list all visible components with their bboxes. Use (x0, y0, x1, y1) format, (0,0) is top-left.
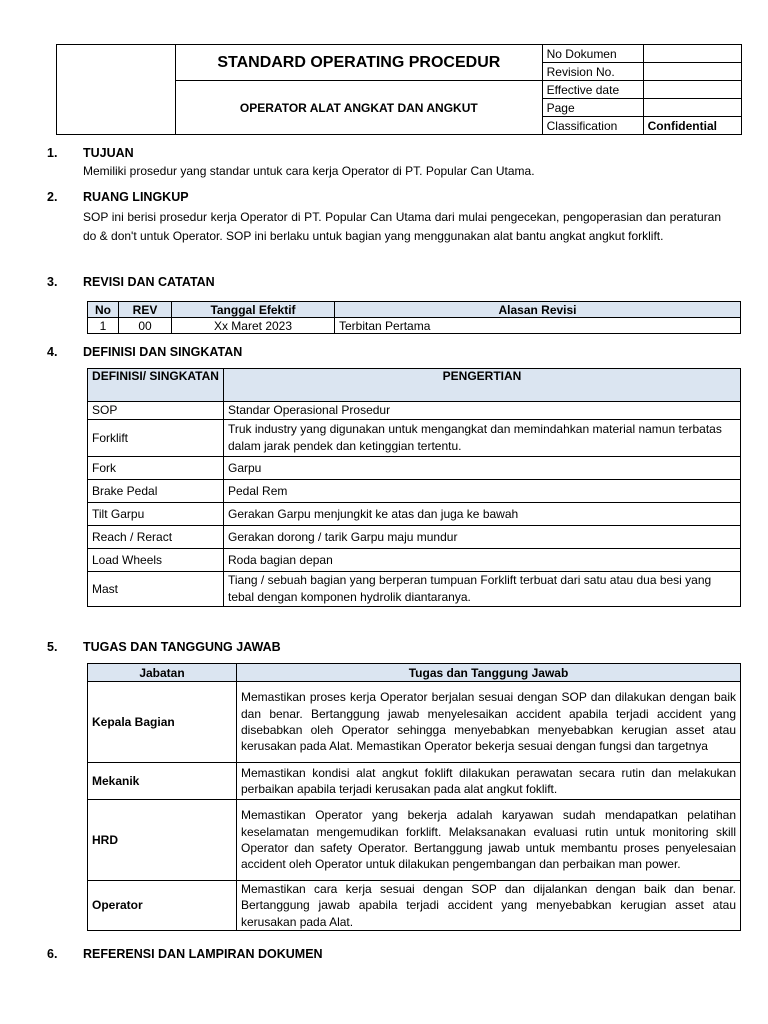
duty-cell: Memastikan kondisi alat angkut foklift dilakukan perawatan secara rutin dan melakukan perbaikan apabila terjadi kerusakan pada alat angkut foklift. (237, 763, 741, 800)
definition-cell: Garpu (224, 457, 741, 480)
column-header: Alasan Revisi (335, 302, 741, 318)
table-header-row (88, 302, 741, 318)
table-row (88, 881, 741, 931)
logo-placeholder (57, 45, 176, 135)
definition-cell: Gerakan dorong / tarik Garpu maju mundur (224, 526, 741, 549)
role-cell: HRD (88, 800, 237, 881)
definition-cell: Standar Operasional Prosedur (224, 402, 741, 420)
column-header: Tanggal Efektif (172, 302, 335, 318)
column-header: REV (119, 302, 172, 318)
definition-cell: Roda bagian depan (224, 549, 741, 572)
term-cell: Fork (88, 457, 224, 480)
table-row (88, 526, 741, 549)
term-cell: Forklift (88, 420, 224, 457)
term-cell: SOP (88, 402, 224, 420)
definition-cell: Tiang / sebuah bagian yang berperan tumpuan Forklift terbuat dari satu atau dua besi yang tebal dengan komponen hydrolik diantaranya. (224, 572, 741, 607)
table-row (88, 480, 741, 503)
term-cell: Load Wheels (88, 549, 224, 572)
term-cell: Reach / Reract (88, 526, 224, 549)
term-cell: Brake Pedal (88, 480, 224, 503)
field-label: Effective date (542, 81, 643, 99)
classification-value: Confidential (643, 117, 741, 135)
field-value (643, 45, 741, 63)
column-header: Jabatan (88, 664, 237, 682)
column-header: No (88, 302, 119, 318)
table-row (88, 682, 741, 763)
section-title: DEFINISI DAN SINGKATAN (83, 345, 243, 359)
column-header: DEFINISI/ SINGKATAN (88, 369, 224, 402)
column-header: PENGERTIAN (224, 369, 741, 402)
field-label: Classification (542, 117, 643, 135)
table-cell: 1 (88, 318, 119, 334)
role-cell: Operator (88, 881, 237, 931)
table-cell: 00 (119, 318, 172, 334)
table-cell: Xx Maret 2023 (172, 318, 335, 334)
definition-cell: Truk industry yang digunakan untuk mengangkat dan memindahkan material namun terbatas dalam jarak pendek dan ketinggian tertentu. (224, 420, 741, 457)
field-label: No Dokumen (542, 45, 643, 63)
role-cell: Kepala Bagian (88, 682, 237, 763)
table-row (88, 549, 741, 572)
table-row (88, 763, 741, 800)
field-value (643, 81, 741, 99)
section-title: RUANG LINGKUP (83, 190, 189, 204)
table-header-row (88, 369, 741, 402)
table-row (88, 420, 741, 457)
section-title: TUJUAN (83, 146, 134, 160)
section-text-tujuan: Memiliki prosedur yang standar untuk cara kerja Operator di PT. Popular Can Utama. (83, 164, 535, 178)
definition-cell: Gerakan Garpu menjungkit ke atas dan juga ke bawah (224, 503, 741, 526)
field-value (643, 99, 741, 117)
section-title: TUGAS DAN TANGGUNG JAWAB (83, 640, 281, 654)
field-value (643, 63, 741, 81)
term-cell: Tilt Garpu (88, 503, 224, 526)
section-number: 1. (47, 146, 58, 160)
table-row (88, 457, 741, 480)
duty-cell: Memastikan Operator yang bekerja adalah karyawan sudah mendapatkan pelatihan keselamatan mengemudikan forklift. Melaksanakan evaluasi rutin untuk monitoring skill Operator dan safety Operator. Bertanggung jawab untuk membantu proses penyelesaian accident oleh Operator untuk dilakukan pengembangan dan perbaikan man power. (237, 800, 741, 881)
section-number: 2. (47, 190, 58, 204)
document-header (56, 44, 742, 135)
definition-table (87, 368, 741, 607)
role-cell: Mekanik (88, 763, 237, 800)
duty-cell: Memastikan proses kerja Operator berjalan sesuai dengan SOP dan dilakukan dengan baik dan benar. Bertanggung jawab menyelesaikan accident apabila terjadi accident yang disebabkan oleh Operator sehingga menyebabkan menyebabkan kerugian asset atau kerusakan pada Alat. Memastikan Operator bekerja sesuai dengan fungsi dan targetnya (237, 682, 741, 763)
table-row (88, 318, 741, 334)
duty-cell: Memastikan cara kerja sesuai dengan SOP dan dijalankan dengan baik dan benar. Bertanggung jawab apabila terjadi accident yang menyebabkan kerugian asset atau kerusakan pada Alat. (237, 881, 741, 931)
column-header: Tugas dan Tanggung Jawab (237, 664, 741, 682)
document-subtitle: OPERATOR ALAT ANGKAT DAN ANGKUT (176, 81, 543, 135)
section-title: REFERENSI DAN LAMPIRAN DOKUMEN (83, 947, 323, 961)
section-title: REVISI DAN CATATAN (83, 275, 215, 289)
section-number: 4. (47, 345, 58, 359)
table-header-row (88, 664, 741, 682)
definition-cell: Pedal Rem (224, 480, 741, 503)
table-row (88, 402, 741, 420)
responsibility-table (87, 663, 741, 931)
section-text-ruang-lingkup: SOP ini berisi prosedur kerja Operator di PT. Popular Can Utama dari mulai pengecekan, pengoperasian dan peraturan do & don't untuk Operator. SOP ini berlaku untuk bagian yang menggunakan alat bantu angkat angkut forklift. (83, 210, 721, 243)
table-cell: Terbitan Pertama (335, 318, 741, 334)
section-number: 5. (47, 640, 58, 654)
term-cell: Mast (88, 572, 224, 607)
table-row (88, 503, 741, 526)
table-row (88, 800, 741, 881)
section-number: 3. (47, 275, 58, 289)
field-label: Revision No. (542, 63, 643, 81)
document-title: STANDARD OPERATING PROCEDUR (176, 45, 543, 81)
table-row (88, 572, 741, 607)
revision-table (87, 301, 741, 334)
section-number: 6. (47, 947, 58, 961)
field-label: Page (542, 99, 643, 117)
